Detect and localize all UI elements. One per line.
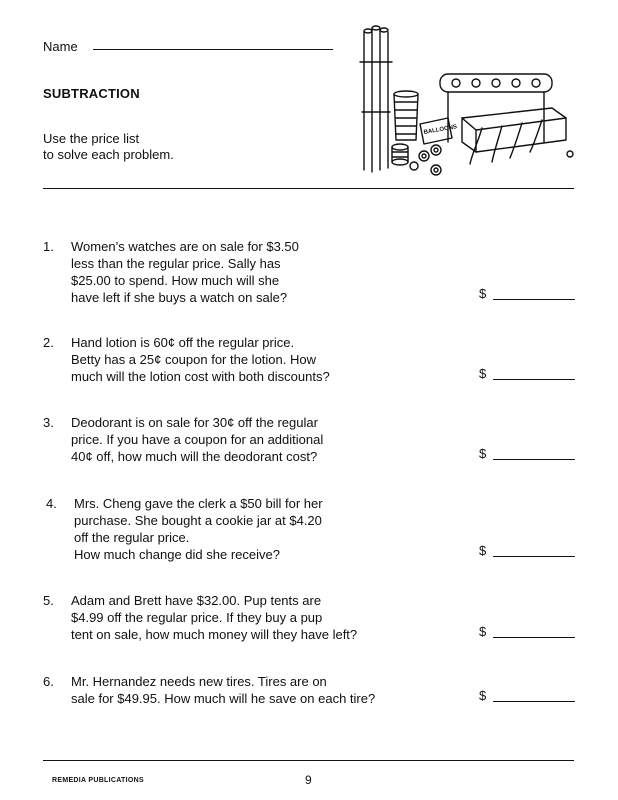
problem-line: Adam and Brett have $32.00. Pup tents are — [71, 593, 322, 608]
problem-line: purchase. She bought a cookie jar at $4.20 — [74, 513, 322, 528]
problem-line: $4.99 off the regular price. If they buy a pup — [71, 610, 323, 625]
rolled-tubes-icon — [360, 26, 392, 172]
problem-number: 1. — [43, 239, 54, 254]
problem-number: 3. — [43, 415, 54, 430]
dollar-sign: $ — [479, 688, 487, 703]
problem-line: Mrs. Cheng gave the clerk a $50 bill for her — [74, 496, 323, 511]
answer-line[interactable] — [493, 299, 575, 300]
header-divider — [43, 188, 574, 189]
problem-line: 40¢ off, how much will the deodorant cost? — [71, 449, 318, 464]
problem-line: less than the regular price. Sally has — [71, 256, 281, 271]
instructions-line: to solve each problem. — [43, 147, 174, 162]
problem-text — [71, 414, 323, 465]
problem-text — [71, 334, 330, 385]
answer-blank-3[interactable] — [479, 446, 575, 463]
problem-line: off the regular price. — [74, 530, 190, 545]
publisher-name: REMEDIA PUBLICATIONS — [52, 777, 144, 784]
problem-number: 4. — [46, 496, 57, 511]
dollar-sign: $ — [479, 446, 487, 461]
problem-text — [74, 495, 323, 563]
problem-line: tent on sale, how much money will they have left? — [71, 627, 358, 642]
problem-line: sale for $49.95. How much will he save on each tire? — [71, 691, 376, 706]
stacked-cups-icon — [394, 91, 418, 140]
problem-line: price. If you have a coupon for an additional — [71, 432, 324, 447]
instructions-line: Use the price list — [43, 131, 140, 146]
problem-text — [71, 238, 299, 306]
problem-line: Hand lotion is 60¢ off the regular price. — [71, 335, 295, 350]
name-label: Name — [43, 39, 78, 54]
problem-number: 2. — [43, 335, 54, 350]
problem-number: 6. — [43, 674, 54, 689]
dollar-sign: $ — [479, 286, 487, 301]
problem-line: have left if she buys a watch on sale? — [71, 290, 288, 305]
page-title: SUBTRACTION — [43, 86, 140, 101]
problem-text — [71, 673, 375, 707]
problem-line: much will the lotion cost with both discounts? — [71, 369, 330, 384]
answer-blank-2[interactable] — [479, 366, 575, 383]
dollar-sign: $ — [479, 624, 487, 639]
answer-line[interactable] — [493, 459, 575, 460]
problem-number: 5. — [43, 593, 54, 608]
problem-line: How much change did she receive? — [74, 547, 280, 562]
problem-line: Women’s watches are on sale for $3.50 — [71, 239, 299, 254]
answer-line[interactable] — [493, 701, 575, 702]
problem-line: Mr. Hernandez needs new tires. Tires are on — [71, 674, 327, 689]
footer-divider — [43, 760, 574, 761]
name-field-line[interactable] — [93, 49, 333, 50]
answer-blank-4[interactable] — [479, 543, 575, 560]
problem-line: Deodorant is on sale for 30¢ off the regular — [71, 415, 318, 430]
page-number: 9 — [305, 773, 312, 787]
dollar-sign: $ — [479, 366, 487, 381]
tape-rolls-icon — [410, 145, 441, 175]
ribbon-spool-icon — [392, 144, 408, 165]
answer-line[interactable] — [493, 379, 575, 380]
balloon-box-label: BALLOONS — [423, 124, 458, 136]
answer-blank-6[interactable] — [479, 688, 575, 705]
strap-tray-icon — [462, 108, 573, 164]
dollar-sign: $ — [479, 543, 487, 558]
problem-line: $25.00 to spend. How much will she — [71, 273, 280, 288]
answer-line[interactable] — [493, 637, 575, 638]
store-goods-illustration — [352, 22, 574, 180]
watch-display-icon — [440, 74, 552, 142]
answer-blank-5[interactable] — [479, 624, 575, 641]
instructions — [43, 131, 174, 163]
problem-text — [71, 592, 357, 643]
answer-blank-1[interactable] — [479, 286, 575, 303]
balloon-box-icon — [420, 118, 458, 144]
problem-line: Betty has a 25¢ coupon for the lotion. How — [71, 352, 316, 367]
answer-line[interactable] — [493, 556, 575, 557]
